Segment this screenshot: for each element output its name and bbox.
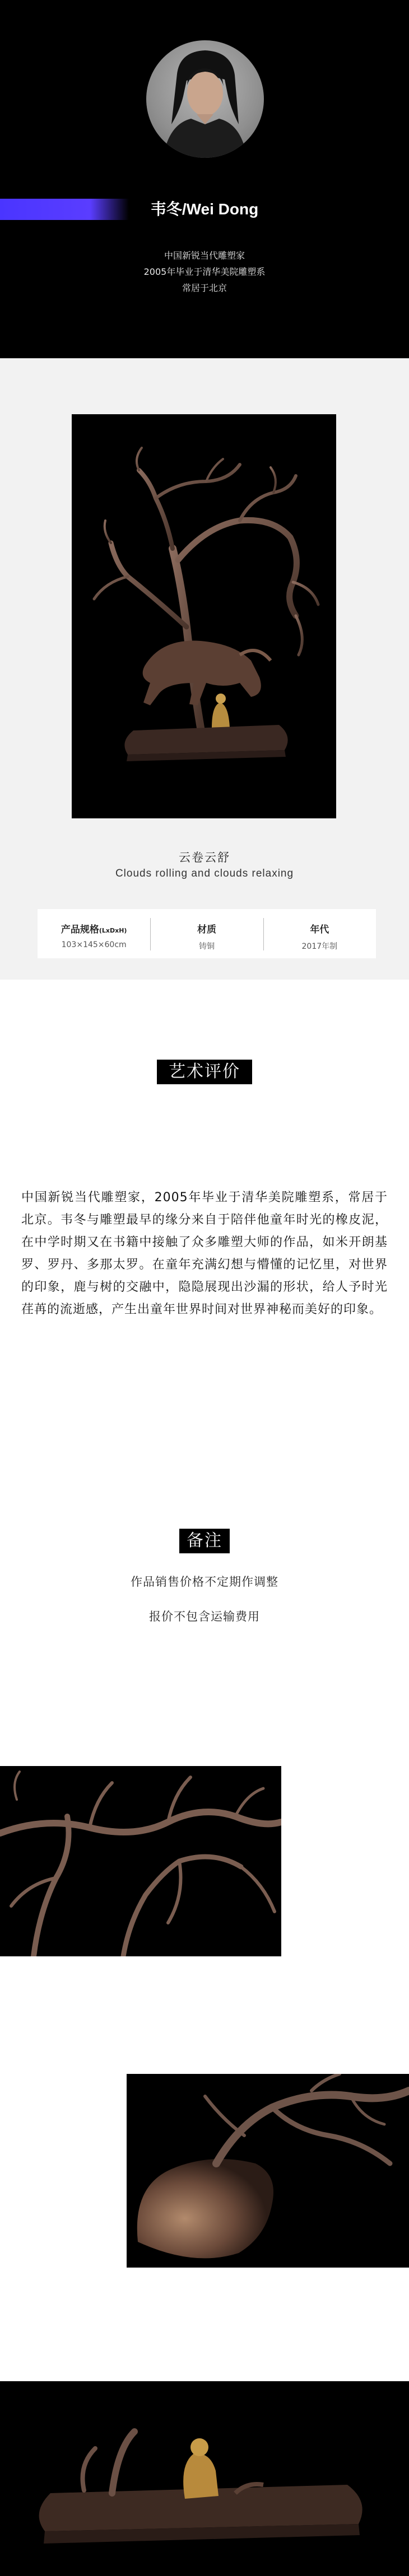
artist-header <box>0 0 409 358</box>
artwork-title-cn: 云卷云舒 <box>179 851 230 864</box>
spec-label: 年代 <box>310 924 329 935</box>
spec-value: 2017年制 <box>301 942 338 951</box>
artwork-photo <box>72 414 336 818</box>
bio-line: 中国新锐当代雕塑家 <box>164 250 245 261</box>
spec-label-suffix: (LxDxH) <box>99 927 127 934</box>
spec-year <box>263 909 376 958</box>
spec-value: 铸铜 <box>198 942 215 951</box>
review-text: 中国新锐当代雕塑家，2005年毕业于清华美院雕塑系，常居于北京。韦冬与雕塑最早的缘分来自于陪伴他童年时光的橡皮泥，在中学时期又在书籍中接触了众多雕塑大师的作品，如米开朗基罗、罗丹、多那太罗。在童年充满幻想与懵懂的记忆里，对世界的印象，鹿与树的交融中，隐隐展现出沙漏的形状，给人予时光荏苒的流逝感，产生出童年世界时间对世界神秘而美好的印象。 <box>21 1191 388 1317</box>
notes-heading: 备注 <box>179 1529 230 1553</box>
deer-detail-image <box>127 2074 409 2268</box>
spec-size <box>38 909 150 958</box>
artwork-title-en: Clouds rolling and clouds relaxing <box>115 868 294 879</box>
artist-bio <box>0 247 409 296</box>
spec-label: 材质 <box>197 924 216 935</box>
artist-name: 韦冬/Wei Dong <box>150 200 259 218</box>
artist-avatar <box>146 40 264 158</box>
detail-photo-base <box>0 2381 409 2576</box>
spec-value: 103×145×60cm <box>61 940 127 949</box>
note-line: 报价不包含运输费用 <box>149 1610 260 1623</box>
detail-photo-deer <box>127 2074 409 2268</box>
base-detail-image <box>0 2381 409 2576</box>
bio-line: 2005年毕业于清华美院雕塑系 <box>143 266 266 277</box>
artist-portrait-image <box>146 40 264 158</box>
branches-detail-image <box>0 1766 281 1956</box>
sculpture-image <box>72 414 336 818</box>
spec-table <box>38 909 376 958</box>
spec-material <box>150 909 263 958</box>
spec-label: 产品规格 <box>61 924 99 935</box>
artwork-section <box>0 358 409 980</box>
review-heading: 艺术评价 <box>157 1060 252 1084</box>
note-line: 作品销售价格不定期作调整 <box>131 1575 278 1589</box>
detail-photo-branches <box>0 1766 281 1956</box>
name-bar <box>0 199 409 220</box>
bio-line: 常居于北京 <box>182 283 227 293</box>
